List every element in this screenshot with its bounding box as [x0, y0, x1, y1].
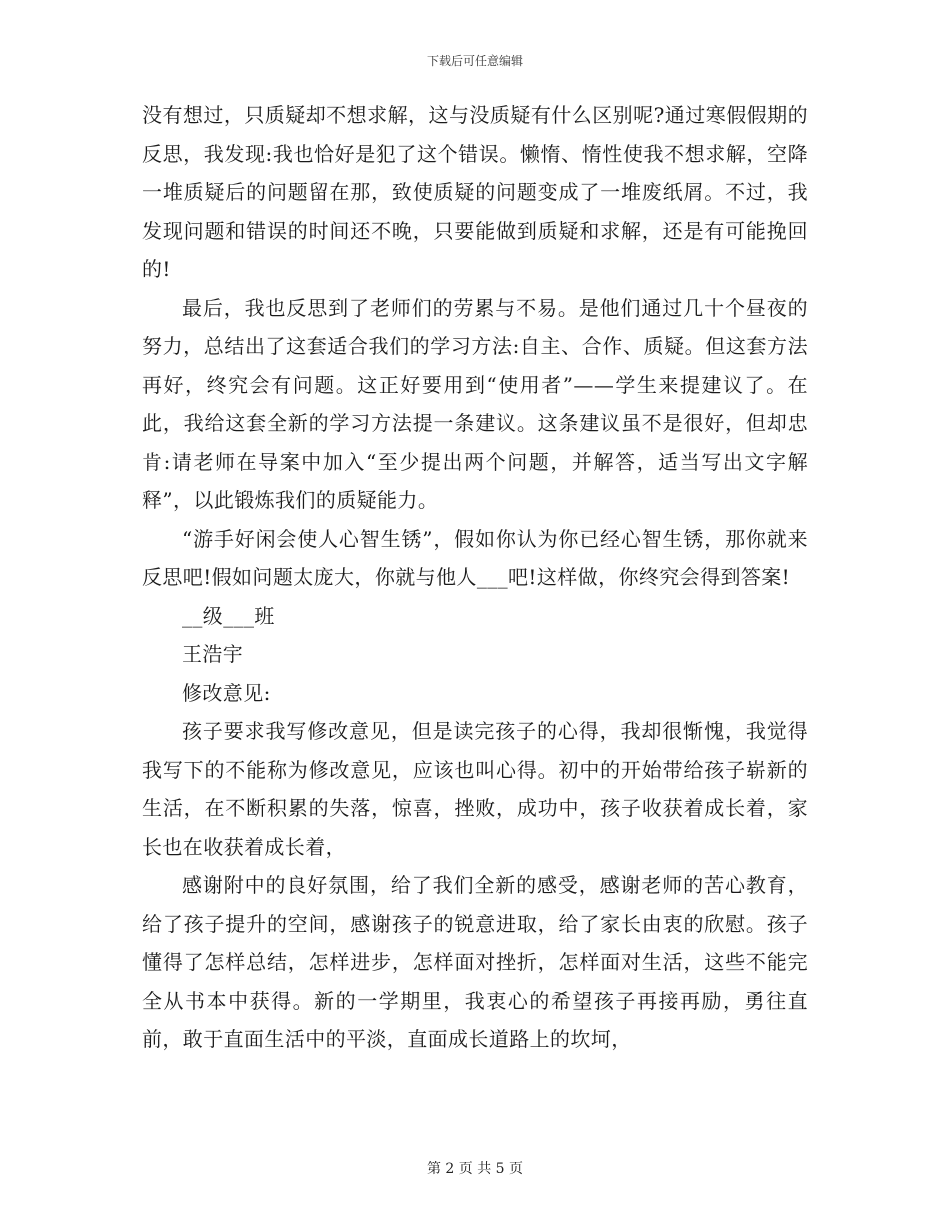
paragraph: 感谢附中的良好氛围，给了我们全新的感受，感谢老师的苦心教育，给了孩子提升的空间，感谢孩子的锐意进取，给了家长由衷的欣慰。孩子懂得了怎样总结，怎样进步，怎样面对挫折，怎样面对生活，这些不能完全从书本中获得。新的一学期里，我衷心的希望孩子再接再励，勇往直前，敢于直面生活中的平淡，直面成长道路上的坎坷，	[142, 873, 808, 1051]
class-line: __级___班	[182, 603, 275, 628]
author-name: 王浩宇	[182, 642, 244, 666]
section-heading: 修改意见:	[182, 680, 271, 705]
page-header-note: 下载后可任意编辑	[426, 54, 523, 68]
paragraph: 最后，我也反思到了老师们的劳累与不易。是他们通过几十个昼夜的努力，总结出了这套适合我们的学习方法:自主、合作、质疑。但这套方法再好，终究会有问题。这正好要用到“使用者”——学生来提建议了。在此，我给这套全新的学习方法提一条建议。这条建议虽不是很好，但却忠肯:请老师在导案中加入“至少提出两个问题，并解答，适当写出文字解释”，以此锻炼我们的质疑能力。	[142, 295, 808, 512]
paragraph: 没有想过，只质疑却不想求解，这与没质疑有什么区别呢?通过寒假假期的反思，我发现:我也恰好是犯了这个错误。懒惰、惰性使我不想求解，空降一堆质疑后的问题留在那，致使质疑的问题变成了一堆废纸屑。不过，我发现问题和错误的时间还不晚，只要能做到质疑和求解，还是有可能挽回的!	[142, 103, 808, 281]
page-number: 第 2 页 共 5 页	[426, 1161, 524, 1177]
document-body	[142, 96, 808, 1059]
paragraph: 孩子要求我写修改意见，但是读完孩子的心得，我却很惭愧，我觉得我写下的不能称为修改意见，应该也叫心得。初中的开始带给孩子崭新的生活，在不断积累的失落，惊喜，挫败，成功中，孩子收获着成长着，家长也在收获着成长着，	[142, 719, 808, 859]
paragraph: “游手好闲会使人心智生锈”，假如你认为你已经心智生锈，那你就来反思吧!假如问题太庞大，你就与他人___吧!这样做，你终究会得到答案!	[142, 526, 808, 589]
